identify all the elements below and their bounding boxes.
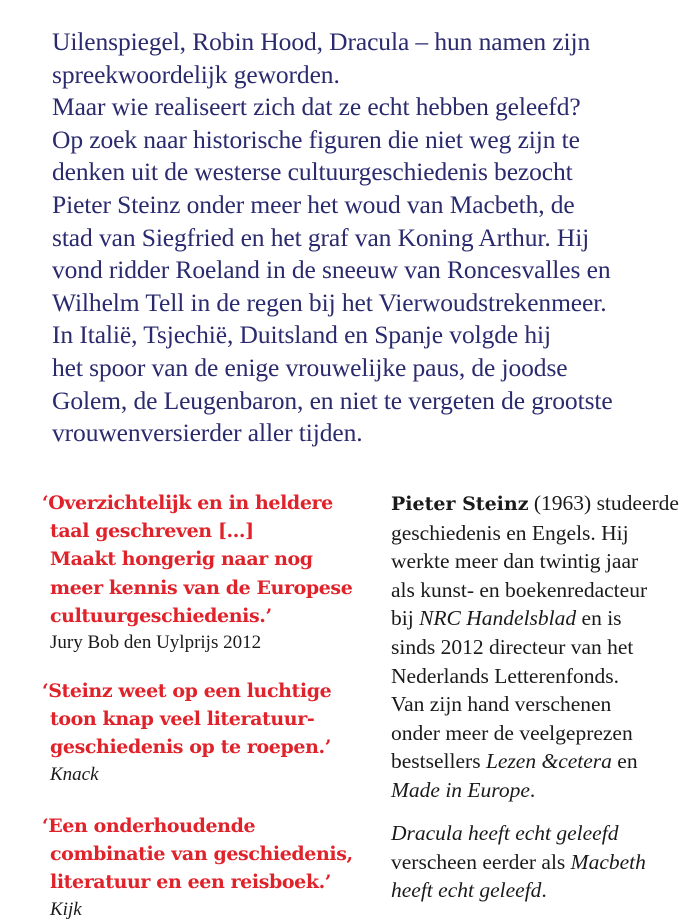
intro-line: Wilhelm Tell in de regen bij het Vierwoudstrekenmeer. [52,287,607,317]
bio-line [391,489,691,519]
intro-line: Op zoek naar historische figuren die niet weg zijn te [52,124,580,154]
quote-line: toon knap veel literatuur- [50,708,315,731]
bio-line [391,604,691,633]
quote-text [42,677,377,762]
bio-line: sinds 2012 directeur van het [391,634,634,659]
bio-text: en [611,749,638,774]
intro-line: Uilenspiegel, Robin Hood, Dracula – hun namen zijn [52,27,591,56]
quote-line: geschiedenis op te roepen.’ [50,736,331,759]
quote-line: ‘Steinz weet op een luchtige [42,680,332,702]
press-quote [42,489,377,656]
newspaper-title: NRC Handelsblad [419,606,577,631]
intro-line: vond ridder Roeland in de sneeuw van Roncesvalles en [52,255,611,285]
bio-line: geschiedenis en Engels. Hij [391,520,629,545]
quote-source: Jury Bob den Uylprijs 2012 [50,632,262,654]
bio-line [391,776,691,805]
book-title: Lezen &cetera [485,749,612,774]
note-line [391,876,691,905]
bio-text: bestsellers [391,749,486,774]
press-quote [42,812,377,923]
quote-line: ‘Een onderhoudende [42,815,256,837]
bio-line: werkte meer dan twintig jaar [391,549,639,574]
bio-line: Van zijn hand verschenen [391,692,612,717]
note-text: verscheen eerder als [391,849,571,874]
quote-text [42,489,377,630]
quote-line: combinatie van geschiedenis, [50,843,353,866]
quote-source: Kijk [50,898,82,920]
intro-line: Golem, de Leugenbaron, en niet te vergeten de grootste [52,385,613,415]
book-title: Dracula heeft echt geleefd [391,821,619,845]
intro-line: het spoor van de enige vrouwelijke paus, de joodse [52,352,568,382]
intro-line: spreekwoordelijk geworden. [52,59,340,89]
book-title: heeft echt geleefd [391,878,542,903]
bio-text: en is [576,606,622,631]
quote-line: cultuurgeschiedenis.’ [50,604,272,627]
intro-line: vrouwenversierder aller tijden. [52,418,363,448]
book-title: Made in Europe [391,777,530,802]
intro-line: Pieter Steinz onder meer het woud van Macbeth, de [52,189,575,219]
quote-source: Knack [50,763,99,785]
quote-text [42,812,377,897]
author-name: Pieter Steinz [391,493,529,515]
press-quote [42,677,377,788]
quote-line: Maakt hongerig naar nog [50,548,313,571]
book-title: Macbeth [570,849,646,874]
note-text: . [541,878,547,903]
author-bio [391,489,691,805]
intro-line: In Italië, Tsjechië, Duitsland en Spanje volgde hij [52,320,551,350]
bio-line: Nederlands Letterenfonds. [391,663,620,688]
bio-text: bij [391,606,420,631]
quote-line: meer kennis van de Europese [50,576,353,599]
note-line [391,819,691,848]
bio-text: (1963) studeerde [528,491,679,515]
intro-line: Maar wie realiseert zich dat ze echt hebben geleefd? [52,92,581,122]
note-line [391,848,691,877]
bio-line: als kunst- en boekenredacteur [391,577,648,602]
quote-line: ‘Overzichtelijk en in heldere [42,492,333,514]
bio-line [391,747,691,776]
quote-line: taal geschreven […] [50,520,254,543]
bio-line: onder meer de veelgeprezen [391,720,633,745]
bio-text: . [529,777,536,802]
quote-line: literatuur en een reisboek.’ [50,871,332,894]
intro-line: stad van Siegfried en het graf van Koning Arthur. Hij [52,222,590,252]
intro-paragraph [52,26,692,450]
edition-note [391,819,691,905]
intro-line: denken uit de westerse cultuurgeschiedenis bezocht [52,157,573,187]
